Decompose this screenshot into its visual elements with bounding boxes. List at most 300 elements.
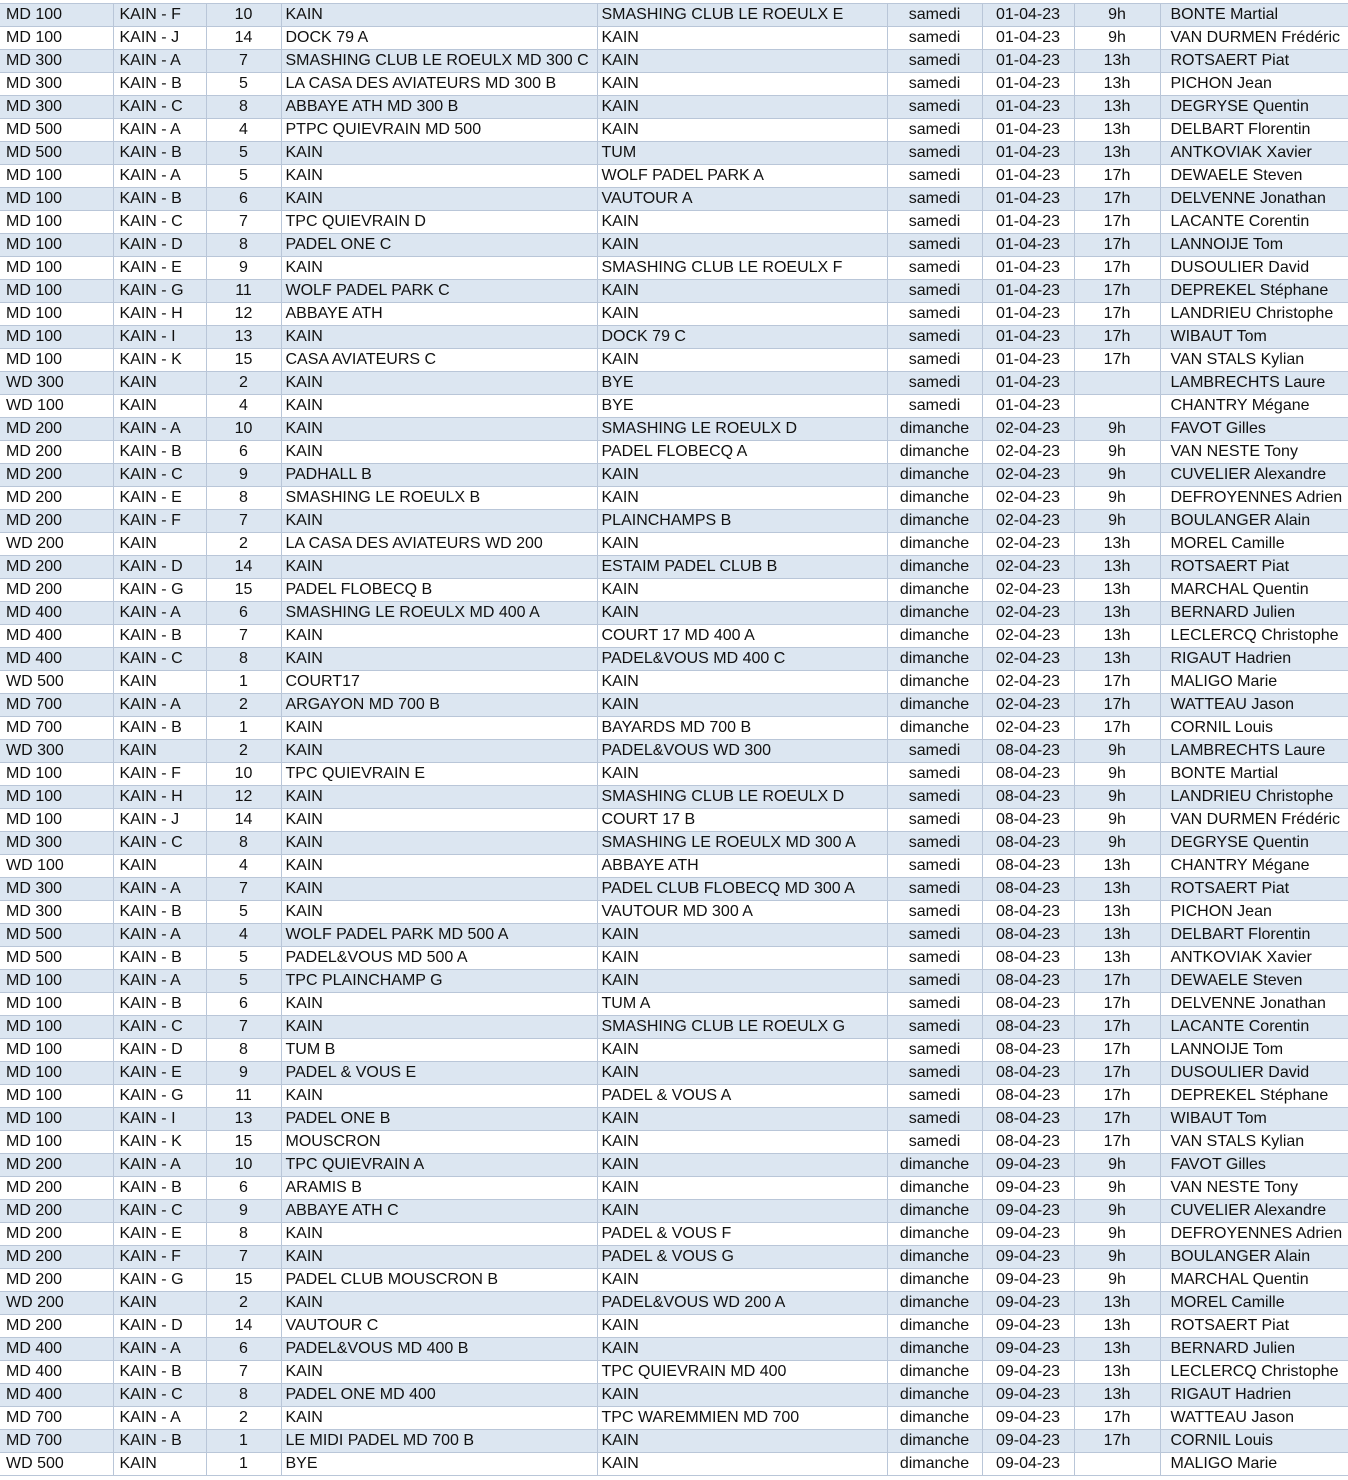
date-cell[interactable]: 01-04-23 (982, 395, 1074, 418)
away-team-cell[interactable]: KAIN (597, 96, 887, 119)
manager-cell[interactable]: ROTSAERT Piat (1160, 1315, 1348, 1338)
manager-cell[interactable]: LACANTE Corentin (1160, 211, 1348, 234)
date-cell[interactable]: 09-04-23 (982, 1315, 1074, 1338)
away-team-cell[interactable]: DOCK 79 C (597, 326, 887, 349)
home-team-cell[interactable]: KAIN (281, 510, 597, 533)
number-cell[interactable]: 15 (206, 1131, 281, 1154)
day-cell[interactable]: dimanche (887, 441, 982, 464)
day-cell[interactable]: dimanche (887, 1384, 982, 1407)
date-cell[interactable]: 09-04-23 (982, 1407, 1074, 1430)
division-cell[interactable]: MD 200 (0, 1154, 113, 1177)
number-cell[interactable]: 9 (206, 1200, 281, 1223)
away-team-cell[interactable]: KAIN (597, 280, 887, 303)
hour-cell[interactable]: 17h (1074, 1430, 1160, 1453)
division-cell[interactable]: MD 100 (0, 349, 113, 372)
manager-cell[interactable]: CHANTRY Mégane (1160, 395, 1348, 418)
team-cell[interactable]: KAIN - D (113, 1039, 206, 1062)
away-team-cell[interactable]: TPC WAREMMIEN MD 700 (597, 1407, 887, 1430)
away-team-cell[interactable]: KAIN (597, 579, 887, 602)
team-cell[interactable]: KAIN - A (113, 418, 206, 441)
number-cell[interactable]: 7 (206, 510, 281, 533)
hour-cell[interactable]: 13h (1074, 556, 1160, 579)
home-team-cell[interactable]: KAIN (281, 1246, 597, 1269)
hour-cell[interactable]: 17h (1074, 349, 1160, 372)
division-cell[interactable]: MD 200 (0, 441, 113, 464)
date-cell[interactable]: 01-04-23 (982, 349, 1074, 372)
team-cell[interactable]: KAIN - H (113, 303, 206, 326)
number-cell[interactable]: 10 (206, 418, 281, 441)
manager-cell[interactable]: DEGRYSE Quentin (1160, 96, 1348, 119)
home-team-cell[interactable]: PADEL&VOUS MD 500 A (281, 947, 597, 970)
manager-cell[interactable]: LECLERCQ Christophe (1160, 1361, 1348, 1384)
away-team-cell[interactable]: KAIN (597, 763, 887, 786)
date-cell[interactable]: 08-04-23 (982, 740, 1074, 763)
division-cell[interactable]: MD 500 (0, 142, 113, 165)
team-cell[interactable]: KAIN - J (113, 809, 206, 832)
manager-cell[interactable]: CUVELIER Alexandre (1160, 1200, 1348, 1223)
manager-cell[interactable]: BONTE Martial (1160, 4, 1348, 27)
day-cell[interactable]: samedi (887, 257, 982, 280)
home-team-cell[interactable]: KAIN (281, 441, 597, 464)
team-cell[interactable]: KAIN - A (113, 694, 206, 717)
number-cell[interactable]: 2 (206, 740, 281, 763)
number-cell[interactable]: 13 (206, 1108, 281, 1131)
home-team-cell[interactable]: PADEL ONE B (281, 1108, 597, 1131)
away-team-cell[interactable]: SMASHING LE ROEULX D (597, 418, 887, 441)
hour-cell[interactable]: 9h (1074, 1223, 1160, 1246)
manager-cell[interactable]: ROTSAERT Piat (1160, 556, 1348, 579)
home-team-cell[interactable]: KAIN (281, 717, 597, 740)
manager-cell[interactable]: MALIGO Marie (1160, 1453, 1348, 1476)
number-cell[interactable]: 12 (206, 786, 281, 809)
manager-cell[interactable]: VAN DURMEN Frédéric (1160, 809, 1348, 832)
division-cell[interactable]: MD 100 (0, 1085, 113, 1108)
manager-cell[interactable]: MARCHAL Quentin (1160, 1269, 1348, 1292)
number-cell[interactable]: 8 (206, 96, 281, 119)
team-cell[interactable]: KAIN - A (113, 878, 206, 901)
home-team-cell[interactable]: KAIN (281, 648, 597, 671)
manager-cell[interactable]: DEFROYENNES Adrien (1160, 487, 1348, 510)
number-cell[interactable]: 14 (206, 556, 281, 579)
number-cell[interactable]: 10 (206, 763, 281, 786)
number-cell[interactable]: 8 (206, 1223, 281, 1246)
away-team-cell[interactable]: KAIN (597, 1453, 887, 1476)
number-cell[interactable]: 8 (206, 1384, 281, 1407)
division-cell[interactable]: MD 200 (0, 556, 113, 579)
away-team-cell[interactable]: ESTAIM PADEL CLUB B (597, 556, 887, 579)
home-team-cell[interactable]: ARAMIS B (281, 1177, 597, 1200)
manager-cell[interactable]: DUSOULIER David (1160, 1062, 1348, 1085)
team-cell[interactable]: KAIN - A (113, 602, 206, 625)
away-team-cell[interactable]: ABBAYE ATH (597, 855, 887, 878)
manager-cell[interactable]: PICHON Jean (1160, 73, 1348, 96)
hour-cell[interactable]: 13h (1074, 579, 1160, 602)
day-cell[interactable]: dimanche (887, 1292, 982, 1315)
hour-cell[interactable]: 9h (1074, 418, 1160, 441)
manager-cell[interactable]: WIBAUT Tom (1160, 1108, 1348, 1131)
day-cell[interactable]: dimanche (887, 648, 982, 671)
hour-cell[interactable]: 17h (1074, 993, 1160, 1016)
date-cell[interactable]: 09-04-23 (982, 1200, 1074, 1223)
team-cell[interactable]: KAIN - C (113, 648, 206, 671)
day-cell[interactable]: samedi (887, 1108, 982, 1131)
number-cell[interactable]: 11 (206, 280, 281, 303)
day-cell[interactable]: samedi (887, 947, 982, 970)
manager-cell[interactable]: VAN STALS Kylian (1160, 349, 1348, 372)
number-cell[interactable]: 9 (206, 257, 281, 280)
hour-cell[interactable]: 17h (1074, 1039, 1160, 1062)
manager-cell[interactable]: WATTEAU Jason (1160, 694, 1348, 717)
home-team-cell[interactable]: SMASHING LE ROEULX MD 400 A (281, 602, 597, 625)
hour-cell[interactable]: 9h (1074, 1177, 1160, 1200)
hour-cell[interactable]: 13h (1074, 602, 1160, 625)
manager-cell[interactable]: RIGAUT Hadrien (1160, 1384, 1348, 1407)
team-cell[interactable]: KAIN - C (113, 1200, 206, 1223)
date-cell[interactable]: 02-04-23 (982, 464, 1074, 487)
team-cell[interactable]: KAIN - B (113, 947, 206, 970)
date-cell[interactable]: 08-04-23 (982, 901, 1074, 924)
away-team-cell[interactable]: KAIN (597, 211, 887, 234)
day-cell[interactable]: samedi (887, 1085, 982, 1108)
date-cell[interactable]: 01-04-23 (982, 326, 1074, 349)
day-cell[interactable]: samedi (887, 303, 982, 326)
home-team-cell[interactable]: KAIN (281, 809, 597, 832)
team-cell[interactable]: KAIN - D (113, 234, 206, 257)
division-cell[interactable]: WD 100 (0, 855, 113, 878)
home-team-cell[interactable]: TPC PLAINCHAMP G (281, 970, 597, 993)
hour-cell[interactable]: 13h (1074, 947, 1160, 970)
number-cell[interactable]: 6 (206, 188, 281, 211)
division-cell[interactable]: WD 100 (0, 395, 113, 418)
day-cell[interactable]: dimanche (887, 556, 982, 579)
away-team-cell[interactable]: KAIN (597, 1154, 887, 1177)
number-cell[interactable]: 14 (206, 27, 281, 50)
away-team-cell[interactable]: KAIN (597, 1430, 887, 1453)
team-cell[interactable]: KAIN - C (113, 96, 206, 119)
date-cell[interactable]: 09-04-23 (982, 1453, 1074, 1476)
team-cell[interactable]: KAIN - B (113, 142, 206, 165)
number-cell[interactable]: 6 (206, 1177, 281, 1200)
manager-cell[interactable]: LAMBRECHTS Laure (1160, 740, 1348, 763)
away-team-cell[interactable]: KAIN (597, 487, 887, 510)
manager-cell[interactable]: DEPREKEL Stéphane (1160, 1085, 1348, 1108)
day-cell[interactable]: samedi (887, 924, 982, 947)
manager-cell[interactable]: LAMBRECHTS Laure (1160, 372, 1348, 395)
number-cell[interactable]: 4 (206, 855, 281, 878)
date-cell[interactable]: 08-04-23 (982, 1108, 1074, 1131)
manager-cell[interactable]: RIGAUT Hadrien (1160, 648, 1348, 671)
division-cell[interactable]: MD 200 (0, 1246, 113, 1269)
date-cell[interactable]: 02-04-23 (982, 510, 1074, 533)
away-team-cell[interactable]: SMASHING LE ROEULX MD 300 A (597, 832, 887, 855)
date-cell[interactable]: 02-04-23 (982, 487, 1074, 510)
home-team-cell[interactable]: KAIN (281, 1085, 597, 1108)
date-cell[interactable]: 01-04-23 (982, 303, 1074, 326)
manager-cell[interactable]: LANDRIEU Christophe (1160, 303, 1348, 326)
away-team-cell[interactable]: KAIN (597, 533, 887, 556)
team-cell[interactable]: KAIN - B (113, 1430, 206, 1453)
team-cell[interactable]: KAIN (113, 855, 206, 878)
day-cell[interactable]: dimanche (887, 671, 982, 694)
away-team-cell[interactable]: KAIN (597, 1039, 887, 1062)
division-cell[interactable]: MD 100 (0, 27, 113, 50)
team-cell[interactable]: KAIN - F (113, 4, 206, 27)
home-team-cell[interactable]: LA CASA DES AVIATEURS WD 200 (281, 533, 597, 556)
home-team-cell[interactable]: KAIN (281, 418, 597, 441)
hour-cell[interactable]: 13h (1074, 50, 1160, 73)
hour-cell[interactable]: 17h (1074, 1131, 1160, 1154)
manager-cell[interactable]: CORNIL Louis (1160, 1430, 1348, 1453)
away-team-cell[interactable]: SMASHING CLUB LE ROEULX D (597, 786, 887, 809)
hour-cell[interactable]: 9h (1074, 1200, 1160, 1223)
hour-cell[interactable]: 9h (1074, 763, 1160, 786)
away-team-cell[interactable]: PADEL & VOUS F (597, 1223, 887, 1246)
division-cell[interactable]: MD 200 (0, 1177, 113, 1200)
away-team-cell[interactable]: KAIN (597, 1315, 887, 1338)
home-team-cell[interactable]: PADEL CLUB MOUSCRON B (281, 1269, 597, 1292)
division-cell[interactable]: MD 700 (0, 1407, 113, 1430)
team-cell[interactable]: KAIN (113, 372, 206, 395)
home-team-cell[interactable]: KAIN (281, 1016, 597, 1039)
home-team-cell[interactable]: LA CASA DES AVIATEURS MD 300 B (281, 73, 597, 96)
hour-cell[interactable]: 9h (1074, 786, 1160, 809)
day-cell[interactable]: dimanche (887, 1154, 982, 1177)
date-cell[interactable]: 08-04-23 (982, 1039, 1074, 1062)
date-cell[interactable]: 02-04-23 (982, 533, 1074, 556)
home-team-cell[interactable]: CASA AVIATEURS C (281, 349, 597, 372)
hour-cell[interactable]: 17h (1074, 257, 1160, 280)
manager-cell[interactable]: CHANTRY Mégane (1160, 855, 1348, 878)
date-cell[interactable]: 08-04-23 (982, 786, 1074, 809)
home-team-cell[interactable]: SMASHING CLUB LE ROEULX MD 300 C (281, 50, 597, 73)
number-cell[interactable]: 14 (206, 1315, 281, 1338)
team-cell[interactable]: KAIN - D (113, 556, 206, 579)
team-cell[interactable]: KAIN - B (113, 717, 206, 740)
division-cell[interactable]: WD 300 (0, 372, 113, 395)
manager-cell[interactable]: ANTKOVIAK Xavier (1160, 947, 1348, 970)
division-cell[interactable]: MD 100 (0, 326, 113, 349)
home-team-cell[interactable]: KAIN (281, 1223, 597, 1246)
home-team-cell[interactable]: SMASHING LE ROEULX B (281, 487, 597, 510)
home-team-cell[interactable]: TPC QUIEVRAIN A (281, 1154, 597, 1177)
division-cell[interactable]: MD 100 (0, 257, 113, 280)
hour-cell[interactable] (1074, 1453, 1160, 1476)
away-team-cell[interactable]: VAUTOUR A (597, 188, 887, 211)
division-cell[interactable]: MD 400 (0, 1338, 113, 1361)
team-cell[interactable]: KAIN - E (113, 1223, 206, 1246)
number-cell[interactable]: 15 (206, 1269, 281, 1292)
away-team-cell[interactable]: KAIN (597, 1338, 887, 1361)
date-cell[interactable]: 01-04-23 (982, 73, 1074, 96)
day-cell[interactable]: samedi (887, 740, 982, 763)
date-cell[interactable]: 01-04-23 (982, 372, 1074, 395)
day-cell[interactable]: samedi (887, 73, 982, 96)
manager-cell[interactable]: BERNARD Julien (1160, 602, 1348, 625)
date-cell[interactable]: 08-04-23 (982, 924, 1074, 947)
manager-cell[interactable]: FAVOT Gilles (1160, 1154, 1348, 1177)
date-cell[interactable]: 09-04-23 (982, 1338, 1074, 1361)
division-cell[interactable]: WD 500 (0, 671, 113, 694)
hour-cell[interactable] (1074, 372, 1160, 395)
away-team-cell[interactable]: KAIN (597, 27, 887, 50)
division-cell[interactable]: MD 300 (0, 901, 113, 924)
number-cell[interactable]: 2 (206, 372, 281, 395)
date-cell[interactable]: 01-04-23 (982, 165, 1074, 188)
number-cell[interactable]: 1 (206, 1453, 281, 1476)
day-cell[interactable]: samedi (887, 763, 982, 786)
number-cell[interactable]: 13 (206, 326, 281, 349)
away-team-cell[interactable]: KAIN (597, 1200, 887, 1223)
team-cell[interactable]: KAIN - B (113, 1177, 206, 1200)
home-team-cell[interactable]: KAIN (281, 993, 597, 1016)
hour-cell[interactable]: 13h (1074, 73, 1160, 96)
away-team-cell[interactable]: BAYARDS MD 700 B (597, 717, 887, 740)
team-cell[interactable]: KAIN - A (113, 119, 206, 142)
hour-cell[interactable]: 9h (1074, 832, 1160, 855)
away-team-cell[interactable]: KAIN (597, 947, 887, 970)
home-team-cell[interactable]: DOCK 79 A (281, 27, 597, 50)
away-team-cell[interactable]: SMASHING CLUB LE ROEULX E (597, 4, 887, 27)
hour-cell[interactable]: 9h (1074, 740, 1160, 763)
day-cell[interactable]: samedi (887, 372, 982, 395)
date-cell[interactable]: 01-04-23 (982, 4, 1074, 27)
away-team-cell[interactable]: KAIN (597, 119, 887, 142)
away-team-cell[interactable]: KAIN (597, 1062, 887, 1085)
manager-cell[interactable]: CUVELIER Alexandre (1160, 464, 1348, 487)
day-cell[interactable]: dimanche (887, 1315, 982, 1338)
division-cell[interactable]: MD 700 (0, 717, 113, 740)
team-cell[interactable]: KAIN - B (113, 993, 206, 1016)
team-cell[interactable]: KAIN (113, 671, 206, 694)
division-cell[interactable]: MD 100 (0, 234, 113, 257)
division-cell[interactable]: MD 100 (0, 165, 113, 188)
hour-cell[interactable]: 9h (1074, 1269, 1160, 1292)
date-cell[interactable]: 09-04-23 (982, 1292, 1074, 1315)
manager-cell[interactable]: DEFROYENNES Adrien (1160, 1223, 1348, 1246)
number-cell[interactable]: 6 (206, 993, 281, 1016)
team-cell[interactable]: KAIN - B (113, 1361, 206, 1384)
hour-cell[interactable]: 13h (1074, 625, 1160, 648)
number-cell[interactable]: 15 (206, 579, 281, 602)
home-team-cell[interactable]: KAIN (281, 878, 597, 901)
home-team-cell[interactable]: PTPC QUIEVRAIN MD 500 (281, 119, 597, 142)
day-cell[interactable]: dimanche (887, 1223, 982, 1246)
date-cell[interactable]: 01-04-23 (982, 280, 1074, 303)
away-team-cell[interactable]: PADEL & VOUS G (597, 1246, 887, 1269)
day-cell[interactable]: samedi (887, 119, 982, 142)
away-team-cell[interactable]: KAIN (597, 1384, 887, 1407)
date-cell[interactable]: 01-04-23 (982, 188, 1074, 211)
team-cell[interactable]: KAIN - K (113, 349, 206, 372)
home-team-cell[interactable]: KAIN (281, 625, 597, 648)
number-cell[interactable]: 4 (206, 119, 281, 142)
day-cell[interactable]: samedi (887, 970, 982, 993)
date-cell[interactable]: 02-04-23 (982, 717, 1074, 740)
date-cell[interactable]: 02-04-23 (982, 625, 1074, 648)
number-cell[interactable]: 7 (206, 50, 281, 73)
day-cell[interactable]: samedi (887, 832, 982, 855)
number-cell[interactable]: 10 (206, 4, 281, 27)
team-cell[interactable]: KAIN - G (113, 579, 206, 602)
away-team-cell[interactable]: KAIN (597, 464, 887, 487)
number-cell[interactable]: 7 (206, 878, 281, 901)
away-team-cell[interactable]: SMASHING CLUB LE ROEULX G (597, 1016, 887, 1039)
day-cell[interactable]: dimanche (887, 579, 982, 602)
team-cell[interactable]: KAIN (113, 533, 206, 556)
division-cell[interactable]: MD 100 (0, 1131, 113, 1154)
away-team-cell[interactable]: COURT 17 B (597, 809, 887, 832)
hour-cell[interactable]: 17h (1074, 188, 1160, 211)
team-cell[interactable]: KAIN - B (113, 625, 206, 648)
team-cell[interactable]: KAIN - F (113, 1246, 206, 1269)
manager-cell[interactable]: MOREL Camille (1160, 1292, 1348, 1315)
team-cell[interactable]: KAIN - E (113, 487, 206, 510)
manager-cell[interactable]: BERNARD Julien (1160, 1338, 1348, 1361)
team-cell[interactable]: KAIN - B (113, 901, 206, 924)
date-cell[interactable]: 09-04-23 (982, 1223, 1074, 1246)
team-cell[interactable]: KAIN - C (113, 464, 206, 487)
day-cell[interactable]: dimanche (887, 1246, 982, 1269)
division-cell[interactable]: MD 100 (0, 4, 113, 27)
away-team-cell[interactable]: KAIN (597, 1108, 887, 1131)
division-cell[interactable]: WD 200 (0, 533, 113, 556)
team-cell[interactable]: KAIN - A (113, 970, 206, 993)
number-cell[interactable]: 15 (206, 349, 281, 372)
date-cell[interactable]: 08-04-23 (982, 832, 1074, 855)
home-team-cell[interactable]: LE MIDI PADEL MD 700 B (281, 1430, 597, 1453)
day-cell[interactable]: samedi (887, 901, 982, 924)
division-cell[interactable]: MD 400 (0, 1384, 113, 1407)
home-team-cell[interactable]: TPC QUIEVRAIN E (281, 763, 597, 786)
hour-cell[interactable]: 17h (1074, 1016, 1160, 1039)
date-cell[interactable]: 08-04-23 (982, 809, 1074, 832)
day-cell[interactable]: dimanche (887, 1338, 982, 1361)
date-cell[interactable]: 01-04-23 (982, 27, 1074, 50)
date-cell[interactable]: 02-04-23 (982, 556, 1074, 579)
division-cell[interactable]: MD 100 (0, 993, 113, 1016)
date-cell[interactable]: 08-04-23 (982, 993, 1074, 1016)
away-team-cell[interactable]: KAIN (597, 1131, 887, 1154)
away-team-cell[interactable]: TUM (597, 142, 887, 165)
hour-cell[interactable]: 13h (1074, 96, 1160, 119)
team-cell[interactable]: KAIN - A (113, 924, 206, 947)
number-cell[interactable]: 6 (206, 1338, 281, 1361)
date-cell[interactable]: 01-04-23 (982, 257, 1074, 280)
team-cell[interactable]: KAIN - F (113, 510, 206, 533)
day-cell[interactable]: dimanche (887, 1200, 982, 1223)
home-team-cell[interactable]: KAIN (281, 1361, 597, 1384)
manager-cell[interactable]: LACANTE Corentin (1160, 1016, 1348, 1039)
division-cell[interactable]: MD 500 (0, 947, 113, 970)
number-cell[interactable]: 5 (206, 947, 281, 970)
hour-cell[interactable]: 9h (1074, 809, 1160, 832)
away-team-cell[interactable]: PADEL&VOUS WD 200 A (597, 1292, 887, 1315)
division-cell[interactable]: WD 300 (0, 740, 113, 763)
division-cell[interactable]: MD 400 (0, 602, 113, 625)
home-team-cell[interactable]: WOLF PADEL PARK MD 500 A (281, 924, 597, 947)
day-cell[interactable]: samedi (887, 1016, 982, 1039)
away-team-cell[interactable]: TUM A (597, 993, 887, 1016)
away-team-cell[interactable]: BYE (597, 372, 887, 395)
manager-cell[interactable]: BOULANGER Alain (1160, 510, 1348, 533)
home-team-cell[interactable]: TPC QUIEVRAIN D (281, 211, 597, 234)
day-cell[interactable]: samedi (887, 855, 982, 878)
day-cell[interactable]: samedi (887, 165, 982, 188)
hour-cell[interactable]: 17h (1074, 970, 1160, 993)
date-cell[interactable]: 08-04-23 (982, 855, 1074, 878)
hour-cell[interactable]: 17h (1074, 165, 1160, 188)
day-cell[interactable]: samedi (887, 211, 982, 234)
